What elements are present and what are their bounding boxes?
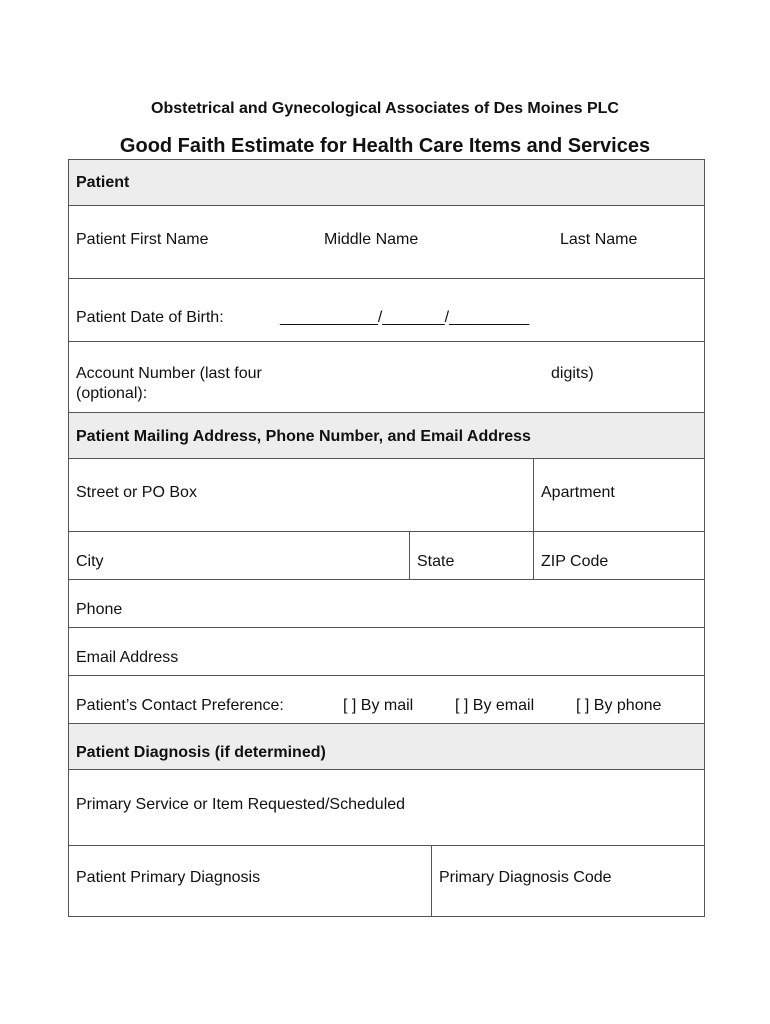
organization-name: Obstetrical and Gynecological Associates of Des Moines PLC <box>151 100 619 117</box>
phone-label: Phone <box>76 601 123 618</box>
last-name-label: Last Name <box>560 231 638 248</box>
middle-name-label: Middle Name <box>324 231 419 248</box>
diagnosis-code-cell[interactable] <box>431 846 704 916</box>
form-title: Good Faith Estimate for Health Care Items and Services <box>119 135 651 157</box>
street-cell[interactable] <box>69 459 533 531</box>
patient-section-header <box>69 159 704 206</box>
primary-service-label: Primary Service or Item Requested/Scheduled <box>76 796 406 813</box>
phone-row[interactable] <box>69 580 704 628</box>
primary-service-row[interactable] <box>69 770 704 846</box>
first-name-label: Patient First Name <box>76 231 209 248</box>
by-email-checkbox[interactable]: [ ] By email <box>455 697 535 714</box>
by-mail-checkbox[interactable]: [ ] By mail <box>343 697 414 714</box>
dob-blank: ___________/_______/_________ <box>280 309 530 326</box>
contact-preference-label: Patient’s Contact Preference: <box>76 697 284 714</box>
zip-cell[interactable] <box>533 532 704 579</box>
city-label: City <box>76 553 104 570</box>
dob-row[interactable] <box>69 279 704 342</box>
dob-label: Patient Date of Birth: <box>76 309 224 326</box>
primary-diagnosis-label: Patient Primary Diagnosis <box>76 869 261 886</box>
by-phone-checkbox[interactable]: [ ] By phone <box>576 697 662 714</box>
patient-section-label: Patient <box>76 174 130 191</box>
address-section-header <box>69 413 704 459</box>
street-label: Street or PO Box <box>76 484 197 501</box>
account-number-label: Account Number (last four <box>76 365 262 382</box>
state-cell[interactable] <box>409 532 533 579</box>
email-row[interactable] <box>69 628 704 676</box>
account-number-row[interactable] <box>69 342 704 413</box>
diagnosis-section-label: Patient Diagnosis (if determined) <box>76 744 326 761</box>
account-digits-label: digits) <box>551 365 594 382</box>
street-row <box>69 459 704 532</box>
apartment-cell[interactable] <box>533 459 704 531</box>
city-row <box>69 532 704 580</box>
contact-preference-row <box>69 676 704 724</box>
primary-diagnosis-cell[interactable] <box>69 846 431 916</box>
state-label: State <box>417 553 455 570</box>
email-label: Email Address <box>76 649 179 666</box>
patient-name-row[interactable] <box>69 206 704 279</box>
primary-diagnosis-row <box>69 846 704 917</box>
diagnosis-code-label: Primary Diagnosis Code <box>439 869 612 886</box>
account-optional-label: (optional): <box>76 385 148 402</box>
estimate-form <box>68 159 705 917</box>
address-section-label: Patient Mailing Address, Phone Number, and Email Address <box>76 428 531 445</box>
city-cell[interactable] <box>69 532 409 579</box>
diagnosis-section-header <box>69 724 704 770</box>
apartment-label: Apartment <box>541 484 615 501</box>
zip-label: ZIP Code <box>541 553 609 570</box>
